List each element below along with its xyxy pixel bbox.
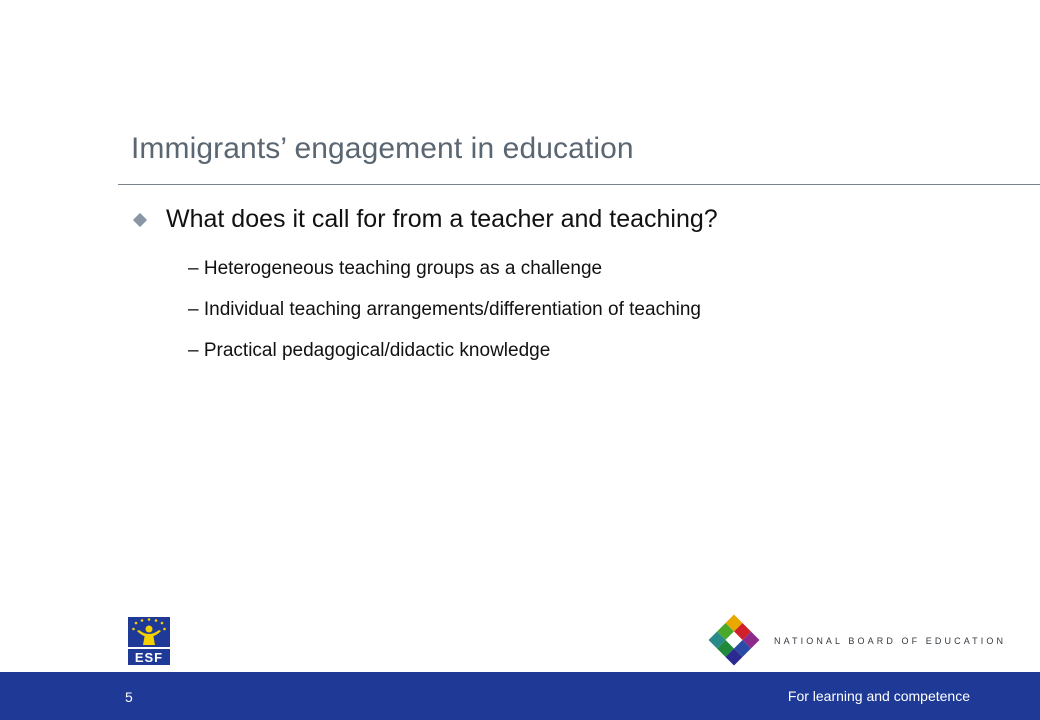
footer-tagline: For learning and competence [787, 688, 970, 704]
footer-bar [0, 672, 1040, 720]
sub-bullet-list [188, 257, 701, 380]
title-divider [118, 184, 1040, 185]
sub-bullet: – Heterogeneous teaching groups as a challenge [188, 258, 603, 279]
esf-logo [128, 617, 170, 665]
svg-text:ESF: ESF [134, 650, 164, 665]
nbe-logo [708, 614, 1006, 666]
diamond-bullet-icon [133, 212, 147, 226]
main-bullet [131, 205, 718, 234]
sub-bullet: – Individual teaching arrangements/differentiation of teaching [188, 299, 701, 320]
sub-bullet: – Practical pedagogical/didactic knowledge [188, 340, 551, 361]
nbe-diamond-mark-icon [708, 614, 760, 666]
main-bullet-text: What does it call for from a teacher and teaching? [166, 205, 718, 233]
nbe-wordmark: NATIONAL BOARD OF EDUCATION [774, 636, 1007, 646]
page-number: 5 [125, 689, 133, 705]
slide-title: Immigrants’ engagement in education [131, 132, 634, 165]
